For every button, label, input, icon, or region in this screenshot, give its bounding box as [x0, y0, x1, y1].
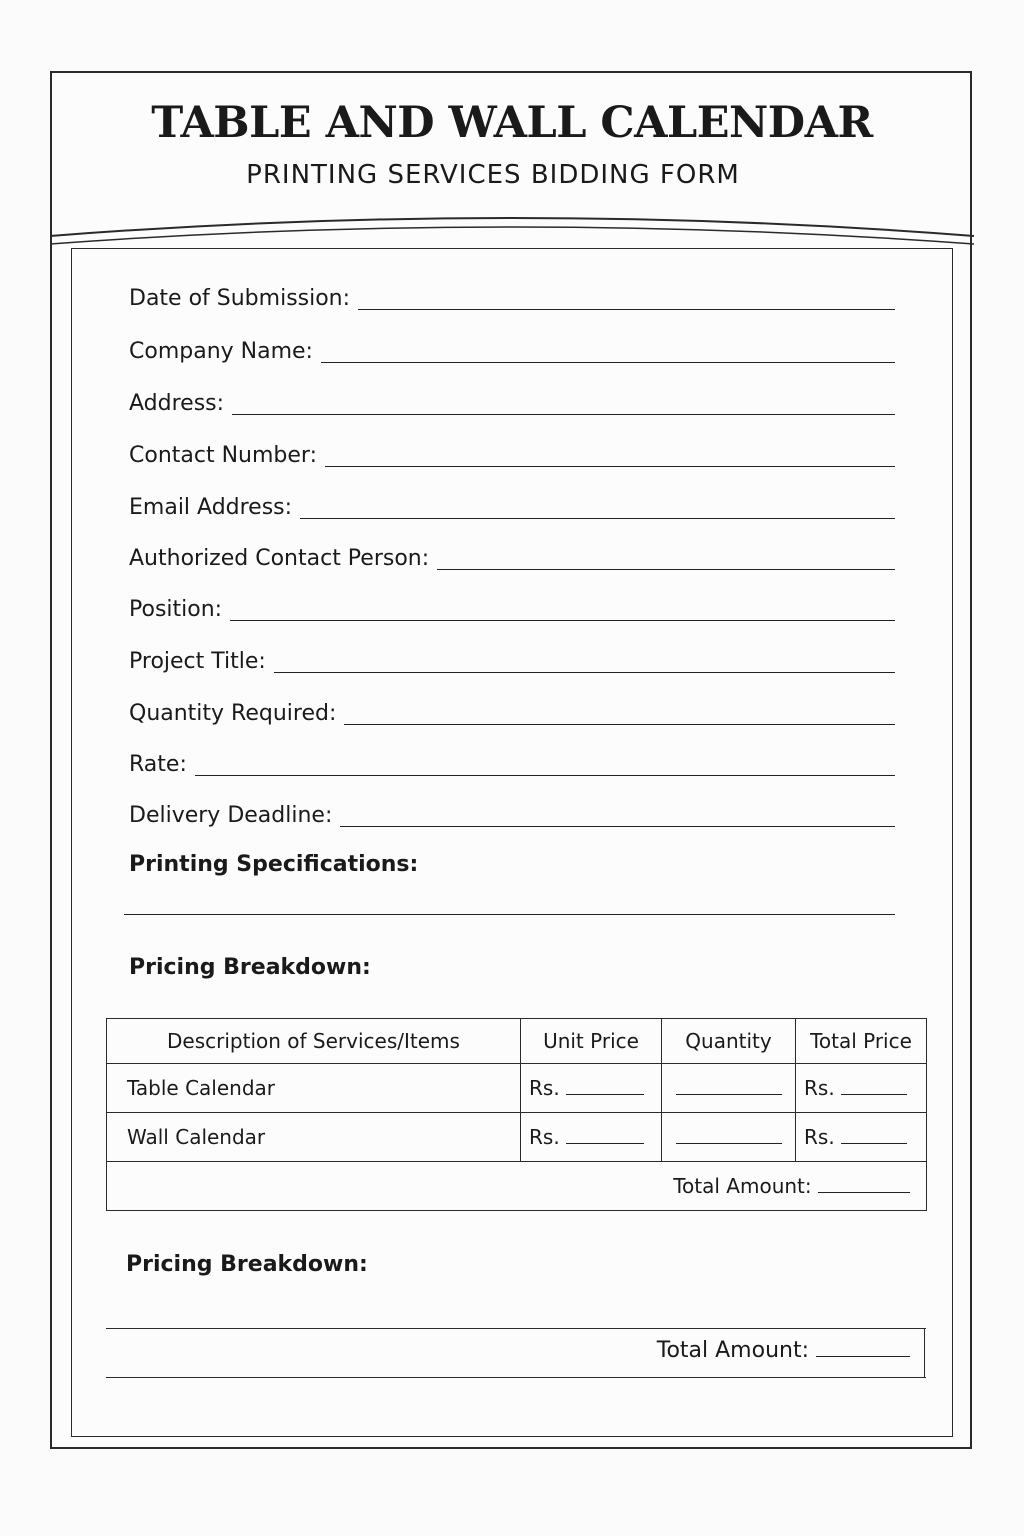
total-amount-blank[interactable] — [818, 1178, 910, 1193]
field-company-name — [129, 333, 895, 365]
column-header: Total Price — [796, 1019, 927, 1064]
unit-price-cell[interactable] — [521, 1113, 662, 1162]
contact-number-input-line[interactable] — [325, 442, 895, 467]
field-quantity-required — [129, 695, 895, 727]
pricing-box-bottom-border — [106, 1377, 926, 1378]
field-label: Delivery Deadline: — [129, 803, 333, 828]
authorized-contact-person-input-line[interactable] — [437, 545, 895, 570]
pricing-header-row — [107, 1019, 927, 1064]
quantity-blank[interactable] — [676, 1080, 782, 1095]
pricing-breakdown-heading-2: Pricing Breakdown: — [126, 1252, 368, 1277]
table-row — [107, 1113, 927, 1162]
address-input-line[interactable] — [232, 390, 895, 415]
pricing-box-top-border — [106, 1328, 926, 1329]
date-of-submission-input-line[interactable] — [358, 285, 895, 310]
column-header: Quantity — [662, 1019, 796, 1064]
quantity-cell[interactable] — [662, 1064, 796, 1113]
total-price-cell[interactable] — [796, 1113, 927, 1162]
pricing-box-right-border — [924, 1328, 925, 1378]
form-title: TABLE AND WALL CALENDAR — [151, 98, 873, 148]
printing-specifications-input-line[interactable] — [124, 914, 895, 915]
total-price-blank[interactable] — [841, 1129, 907, 1144]
table-row — [107, 1064, 927, 1113]
total-amount-label: Total Amount: — [656, 1338, 809, 1363]
field-label: Date of Submission: — [129, 286, 351, 311]
field-position — [129, 591, 895, 623]
currency-prefix: Rs. — [529, 1076, 560, 1100]
field-delivery-deadline — [129, 797, 895, 829]
form-subtitle: PRINTING SERVICES BIDDING FORM — [246, 160, 740, 190]
field-authorized-contact-person — [129, 540, 895, 572]
total-amount-label: Total Amount: — [673, 1174, 812, 1198]
field-label: Rate: — [129, 752, 187, 777]
quantity-cell[interactable] — [662, 1113, 796, 1162]
header-divider-arc — [50, 210, 974, 270]
field-label: Email Address: — [129, 495, 293, 520]
unit-price-cell[interactable] — [521, 1064, 662, 1113]
quantity-required-input-line[interactable] — [344, 700, 895, 725]
field-date-of-submission — [129, 280, 895, 312]
field-label: Position: — [129, 597, 223, 622]
field-label: Project Title: — [129, 649, 266, 674]
total-amount-2 — [500, 1338, 910, 1363]
rate-input-line[interactable] — [195, 751, 895, 776]
field-label: Address: — [129, 391, 225, 416]
company-name-input-line[interactable] — [321, 338, 895, 363]
printing-specifications-heading: Printing Specifications: — [129, 852, 419, 877]
currency-prefix: Rs. — [804, 1076, 835, 1100]
field-label: Authorized Contact Person: — [129, 546, 430, 571]
pricing-breakdown-heading: Pricing Breakdown: — [129, 955, 371, 980]
total-price-cell[interactable] — [796, 1064, 927, 1113]
field-project-title — [129, 643, 895, 675]
total-amount-cell — [107, 1162, 927, 1211]
field-rate — [129, 746, 895, 778]
delivery-deadline-input-line[interactable] — [340, 802, 895, 827]
field-contact-number — [129, 437, 895, 469]
unit-price-blank[interactable] — [566, 1080, 644, 1095]
row-description: Wall Calendar — [107, 1113, 521, 1162]
currency-prefix: Rs. — [804, 1125, 835, 1149]
row-description: Table Calendar — [107, 1064, 521, 1113]
field-label: Quantity Required: — [129, 701, 337, 726]
field-address — [129, 385, 895, 417]
project-title-input-line[interactable] — [274, 648, 895, 673]
column-header: Unit Price — [521, 1019, 662, 1064]
field-label: Company Name: — [129, 339, 313, 364]
pricing-table — [106, 1018, 927, 1211]
column-header: Description of Services/Items — [107, 1019, 521, 1064]
currency-prefix: Rs. — [529, 1125, 560, 1149]
unit-price-blank[interactable] — [566, 1129, 644, 1144]
email-address-input-line[interactable] — [300, 494, 895, 519]
field-label: Contact Number: — [129, 443, 317, 468]
field-email-address — [129, 489, 895, 521]
total-row — [107, 1162, 927, 1211]
position-input-line[interactable] — [230, 596, 895, 621]
quantity-blank[interactable] — [676, 1129, 782, 1144]
total-amount-blank[interactable] — [816, 1342, 910, 1357]
total-price-blank[interactable] — [841, 1080, 907, 1095]
